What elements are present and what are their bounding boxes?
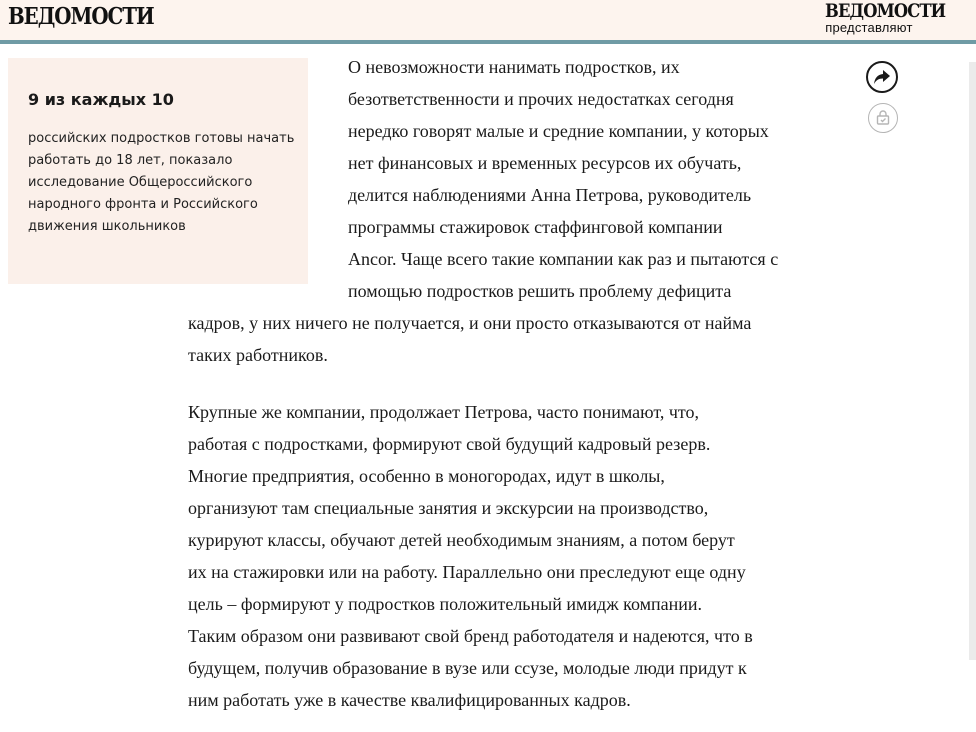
text-line: курируют классы, обучают детей необходимым знаниям, а потом берут — [188, 530, 735, 550]
text-line: нередко говорят малые и средние компании, у которых — [348, 121, 769, 141]
text-line: работая с подростками, формируют свой будущий кадровый резерв. — [188, 434, 711, 454]
fact-line: российских подростков готовы начать — [28, 131, 295, 146]
text-line: помощью подростков решить проблему дефицита — [348, 281, 732, 301]
text-line: будущем, получив образование в вузе или ссузе, молодые люди придут к — [188, 658, 747, 678]
fact-headline: 9 из каждых 10 — [28, 90, 174, 109]
header-divider — [0, 40, 976, 44]
share-arrow-icon — [872, 68, 892, 86]
scrollbar-track[interactable] — [969, 62, 976, 660]
fact-line: народного фронта и Российского — [28, 197, 258, 212]
partner-brand[interactable] — [825, 1, 965, 35]
text-line: программы стажировок стаффинговой компании — [348, 217, 723, 237]
text-line: таких работников. — [188, 345, 328, 365]
text-line: цель – формируют у подростков положительный имидж компании. — [188, 594, 703, 614]
partner-subtitle: представляют — [825, 20, 913, 35]
article-paragraph-1 — [188, 51, 848, 371]
save-bag-button[interactable] — [868, 103, 898, 133]
text-line: Ancor. Чаще всего такие компании как раз и пытаются с — [348, 249, 779, 269]
shopping-bag-icon — [874, 109, 892, 127]
text-line: Многие предприятия, особенно в моногородах, идут в школы, — [188, 466, 665, 486]
fact-line: исследование Общероссийского — [28, 175, 253, 190]
fact-line: работать до 18 лет, показало — [28, 153, 233, 168]
share-button[interactable] — [866, 61, 898, 93]
fact-line: движения школьников — [28, 219, 186, 234]
text-line: безответственности и прочих недостатках сегодня — [348, 89, 734, 109]
text-line: О невозможности нанимать подростков, их — [348, 57, 680, 77]
text-line: их на стажировки или на работу. Параллельно они преследуют еще одну — [188, 562, 746, 582]
text-line: кадров, у них ничего не получается, и они просто отказываются от найма — [188, 313, 752, 333]
text-line: нет финансовых и временных ресурсов их обучать, — [348, 153, 742, 173]
partner-logo: ВЕДОМОСТИ — [825, 0, 946, 22]
site-header — [0, 0, 976, 40]
vedomosti-logo[interactable]: ВЕДОМОСТИ — [8, 3, 154, 30]
text-line: Таким образом они развивают свой бренд работодателя и надеются, что в — [188, 626, 753, 646]
text-line: организуют там специальные занятия и экскурсии на производство, — [188, 498, 709, 518]
text-line: ним работать уже в качестве квалифицированных кадров. — [188, 690, 631, 710]
text-line: делится наблюдениями Анна Петрова, руководитель — [348, 185, 752, 205]
article-paragraph-2 — [188, 396, 848, 716]
text-line: Крупные же компании, продолжает Петрова, часто понимают, что, — [188, 402, 700, 422]
